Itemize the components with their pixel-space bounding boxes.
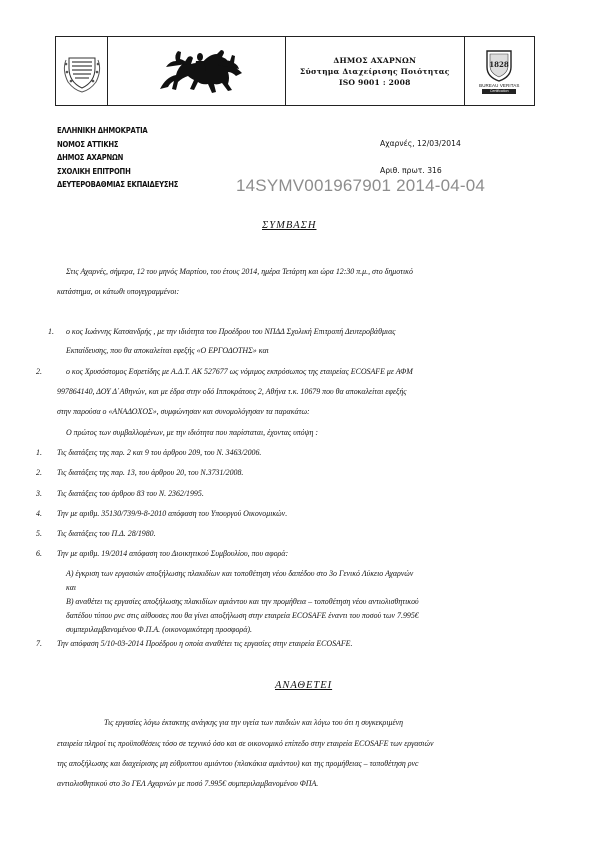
consideration-3-text: Τις διατάξεις του άρθρου 83 του Ν. 2362/1995. bbox=[57, 489, 204, 498]
sub-a-line-1: Α) έγκριση των εργασιών αποξήλωσης πλακιδίων και τοποθέτηση νέου δαπέδου στο 3ο Γενικό Λύκειο Αχαρνών bbox=[66, 569, 414, 578]
party2-number: 2. bbox=[36, 367, 42, 376]
authority-line-5: ΔΕΥΤΕΡΟΒΑΘΜΙΑΣ ΕΚΠΑΙΔΕΥΣΗΣ bbox=[57, 180, 179, 190]
protocol-line: Αριθ. πρωτ. 316 bbox=[380, 166, 442, 175]
consideration-6-number: 6. bbox=[36, 549, 42, 558]
assign-line-2: εταιρεία πληροί τις προϋποθέσεις τόσο σε τεχνικό όσο και σε οικονομικό επίπεδο στην εταιρεία ECOSAFE των εργασιών bbox=[57, 739, 434, 748]
party1-number: 1. bbox=[48, 327, 54, 336]
consideration-2-text: Τις διατάξεις της παρ. 13, του άρθρου 20, του Ν.3731/2008. bbox=[57, 468, 244, 477]
consideration-1-text: Τις διατάξεις της παρ. 2 και 9 του άρθρου 209, του Ν. 3463/2006. bbox=[57, 448, 262, 457]
authority-line-4: ΣΧΟΛΙΚΗ ΕΠΙΤΡΟΠΗ bbox=[57, 166, 131, 176]
assign-line-1: Τις εργασίες λόγω έκτακτης ανάγκης για την υγεία των παιδιών και λόγω του ότι η συγκεκριμένη bbox=[104, 718, 404, 727]
header-system: Σύστημα Διαχείρισης Ποιότητας bbox=[299, 66, 450, 76]
consideration-1-number: 1. bbox=[36, 448, 42, 457]
item-7-number: 7. bbox=[36, 639, 42, 648]
consideration-5-text: Τις διατάξεις του Π.Δ. 28/1980. bbox=[57, 529, 156, 538]
sub-b-line-2: δαπέδου τύπου ρνc στις αίθουσες που θα γίνει αποξήλωση στην εταιρεία ECOSAFE έναντι του ποσού των 7.995€ bbox=[66, 611, 419, 620]
consideration-6-text: Την με αριθμ. 19/2014 απόφαση του Διοικητικού Συμβουλίου, που αφορά: bbox=[57, 549, 289, 558]
intro-line-2: κατάστημα, οι κάτωθι υπογεγραμμένοι: bbox=[57, 287, 180, 296]
chariot-horses-logo-icon bbox=[108, 37, 286, 107]
bureau-veritas-seal-icon bbox=[484, 48, 514, 82]
date-line: Αχαρνές, 12/03/2014 bbox=[380, 139, 461, 148]
header-iso: ISO 9001 : 2008 bbox=[338, 77, 411, 87]
authority-block bbox=[57, 124, 178, 192]
assign-line-3: της αποξήλωσης και διαχείρισης μη εύθρυπτου αμιάντου (πλακάκια αμιάντου) και της προμήθειας – τοποθέτηση ρνc bbox=[57, 759, 419, 768]
authority-line-1: ΕΛΛΗΝΙΚΗ ΔΗΜΟΚΡΑΤΙΑ bbox=[57, 126, 148, 135]
cert-sub-label: Certification bbox=[482, 89, 516, 94]
header-municipality: ΔΗΜΟΣ ΑΧΑΡΝΩΝ bbox=[333, 55, 417, 65]
cert-body-label: BUREAU VERITAS bbox=[479, 83, 520, 88]
sub-b-line-3: συμπεριλαμβανομένου Φ.Π.Α. (οικονομικότερη προσφορά). bbox=[66, 625, 252, 634]
certification-cell bbox=[465, 37, 534, 105]
intro-line-1: Στις Αχαρνές, σήμερα, 12 του μηνός Μαρτίου, του έτους 2014, ημέρα Τετάρτη και ώρα 12:30 π.μ., στο δημοτικό bbox=[66, 267, 413, 276]
consideration-5-number: 5. bbox=[36, 529, 42, 538]
chariot-logo-cell bbox=[108, 37, 286, 105]
quality-system-cell bbox=[286, 37, 465, 105]
consideration-4-text: Την με αριθμ. 35130/739/9-8-2010 απόφαση του Υπουργού Οικονομικών. bbox=[57, 509, 288, 518]
item-7-text: Την απόφαση 5/10-03-2014 Προέδρου η οποία αναθέτει τις εργασίες στην εταιρεία ECOSAFE. bbox=[57, 639, 353, 648]
party1-line-1: ο κος Ιωάννης Κατσανδρής , με την ιδιότητα του Προέδρου του ΝΠΔΔ Σχολική Επιτροπή Δευτεροβάθμιας bbox=[66, 327, 396, 336]
considering-line: Ο πρώτος των συμβαλλομένων, με την ιδιότητα που παρίσταται, έχοντας υπόψη : bbox=[66, 428, 319, 437]
svg-text:1828: 1828 bbox=[489, 60, 510, 69]
section-title: ΑΝΑΘΕΤΕΙ bbox=[275, 680, 333, 691]
party2-line-3: στην παρούσα ο «ΑΝΑΔΟΧΟΣ», συμφώνησαν και συνομολόγησαν τα παρακάτω: bbox=[57, 407, 310, 416]
header-box bbox=[55, 36, 535, 106]
authority-line-2: ΝΟΜΟΣ ΑΤΤΙΚΗΣ bbox=[57, 139, 119, 149]
registry-stamp: 14SYMV001967901 2014-04-04 bbox=[236, 176, 486, 195]
party2-line-2: 997864140, ΔΟΥ Δ΄Αθηνών, και με έδρα στην οδό Ιπποκράτους 2, Αθήνα τ.κ. 10679 που θα αποκαλείται εφεξής bbox=[57, 387, 407, 396]
sub-b-line-1: Β) αναθέτει τις εργασίες αποξήλωσης πλακιδίων αμιάντου και την προμήθεια – τοποθέτηση νέου αντιολισθητικού bbox=[66, 597, 419, 606]
consideration-4-number: 4. bbox=[36, 509, 42, 518]
party2-line-1: ο κος Χρυσόστομος Εσρετίδης με Α.Δ.Τ. ΑΚ 527677 ως νόμιμος εκπρόσωπος της εταιρείας ECOSAFE με ΑΦΜ bbox=[66, 367, 413, 376]
greek-emblem-icon bbox=[56, 37, 108, 107]
assign-line-4: αντιολισθητικού στο 3ο ΓΕΛ Αχαρνών με ποσό 7.995€ συμπεριλαμβανομένου ΦΠΑ. bbox=[57, 779, 319, 788]
document-title: ΣΥΜΒΑΣΗ bbox=[262, 220, 317, 231]
sub-a-line-2: και bbox=[66, 583, 77, 592]
consideration-2-number: 2. bbox=[36, 468, 42, 477]
authority-line-3: ΔΗΜΟΣ ΑΧΑΡΝΩΝ bbox=[57, 153, 124, 163]
greek-emblem-cell bbox=[56, 37, 108, 105]
party1-line-2: Εκπαίδευσης, που θα αποκαλείται εφεξής «Ο ΕΡΓΟΔΟΤΗΣ» και bbox=[66, 346, 269, 355]
consideration-3-number: 3. bbox=[36, 489, 42, 498]
